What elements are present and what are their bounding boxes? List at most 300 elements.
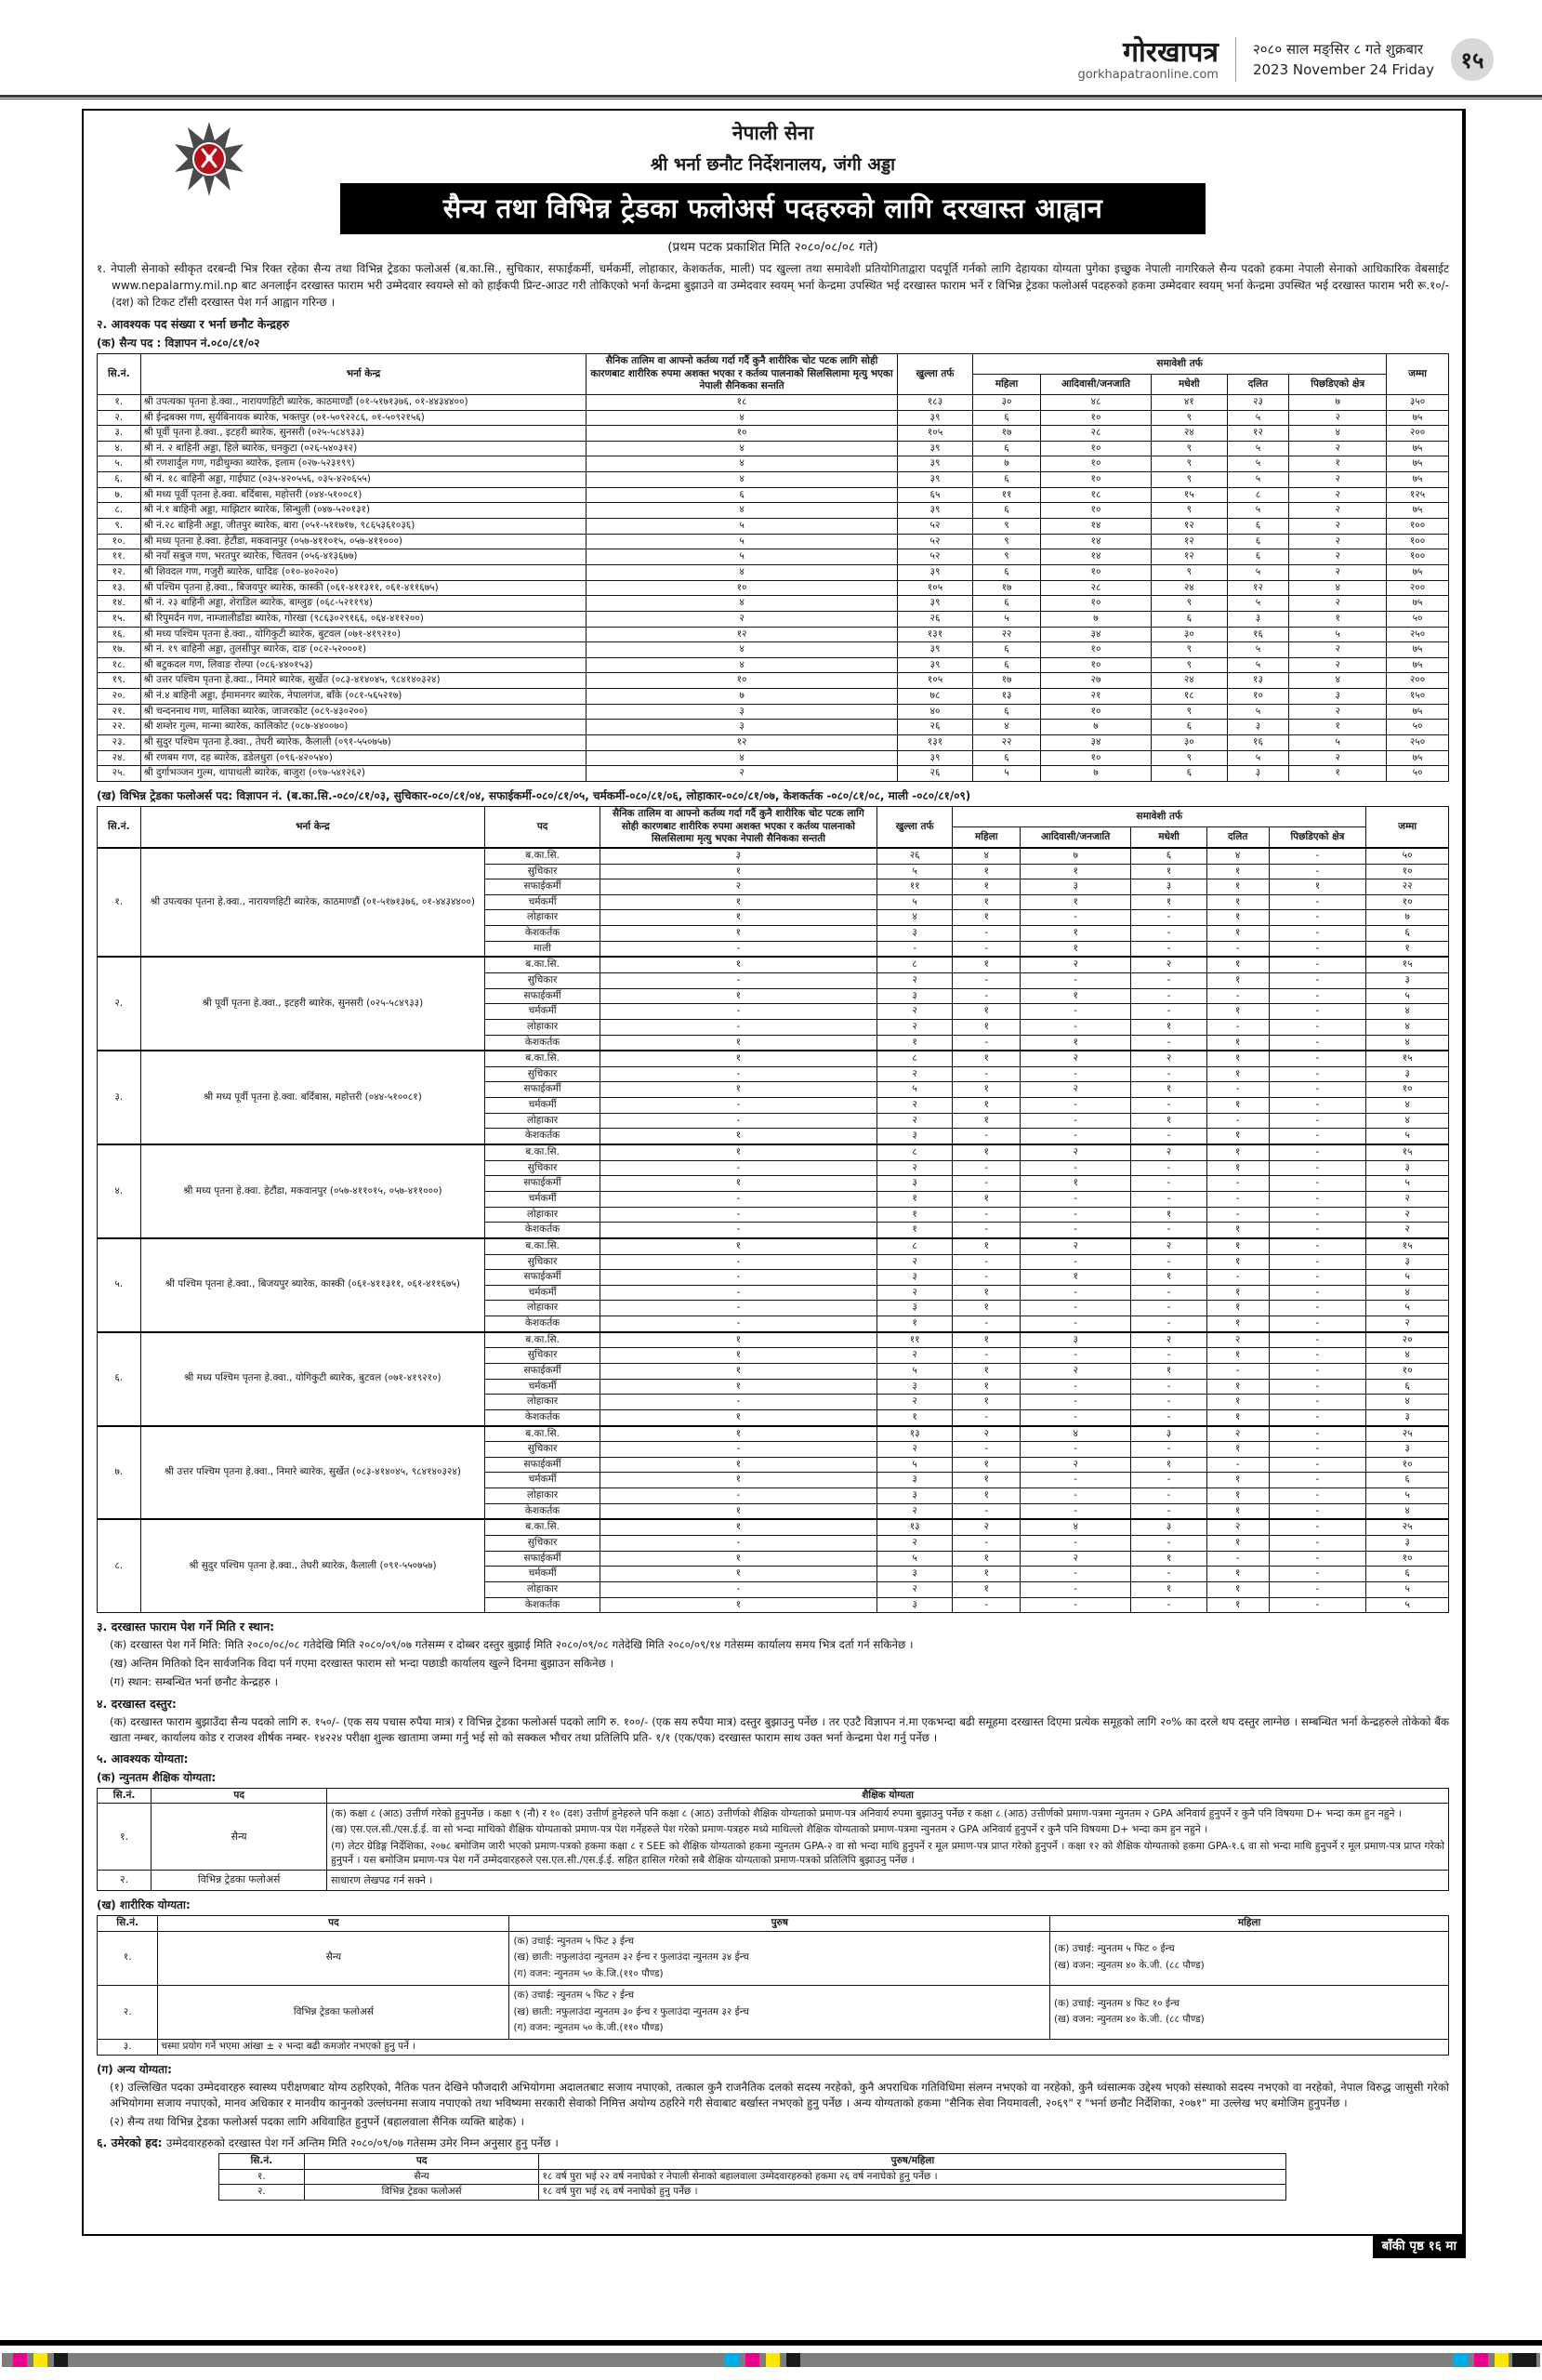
phys-sn: २. — [98, 1985, 158, 2039]
col-backward-region: पिछडिएको क्षेत्र — [1269, 826, 1366, 848]
table-cell: चर्मकर्मी — [485, 1473, 600, 1488]
table-cell: - — [1206, 1113, 1269, 1129]
table-cell: ५ — [1289, 627, 1387, 642]
table-cell: १८३ — [897, 394, 972, 410]
table-cell: २१. — [98, 704, 141, 720]
table-cell: सफाईकर्मी — [485, 879, 600, 895]
table-cell: ६ — [973, 472, 1041, 488]
col-total: जम्मा — [1387, 354, 1449, 395]
table-cell: - — [1269, 1457, 1366, 1473]
phys-male-criteria — [509, 1931, 1050, 1985]
section6-heading — [97, 2135, 1449, 2150]
table-cell: ३ — [1227, 611, 1289, 627]
table-cell: श्री नं. १८ बाहिनी अड्डा, गाईघाट (०३५-४२०५५६, ०३५-४२०६५५) — [140, 472, 586, 488]
table-cell: ५२ — [897, 534, 972, 549]
table-cell: २ — [1131, 1332, 1206, 1348]
table-cell: १० — [1040, 472, 1151, 488]
table-cell: २ — [876, 1285, 952, 1301]
table-cell: २ — [1289, 487, 1387, 503]
table-row — [98, 564, 1449, 580]
table-cell: २ — [1021, 1238, 1131, 1254]
table-cell: १ — [1206, 1035, 1269, 1051]
notice-title-banner: सैन्य तथा विभिन्न ट्रेडका फलोअर्स पदहरुको लागि दरखास्त आह्वान — [340, 183, 1206, 234]
table-cell: १ — [1021, 894, 1131, 910]
table-cell: - — [1021, 1581, 1131, 1597]
table-cell: १ — [953, 1473, 1021, 1488]
table-cell: ६ — [586, 487, 897, 503]
table-cell: - — [1131, 1301, 1206, 1316]
table-cell: १ — [1021, 941, 1131, 957]
followers-table-header — [98, 806, 1449, 847]
table-cell: ५० — [1366, 848, 1449, 864]
table-cell: ५ — [1227, 596, 1289, 612]
table-cell: - — [1269, 1270, 1366, 1286]
table-cell: ९ — [1152, 410, 1227, 426]
table-cell: - — [1131, 1473, 1206, 1488]
table-cell: - — [1131, 1567, 1206, 1582]
table-cell: ९ — [973, 519, 1041, 535]
table-cell: केशकर्तक — [485, 1316, 600, 1332]
table-cell: श्री नयाँ सबुज गण, भरतपुर ब्यारेक, चितवन (०५६-४१३६७७) — [140, 549, 586, 565]
table-cell: २ — [876, 1098, 952, 1114]
table-cell: - — [953, 1066, 1021, 1082]
table-cell: २. — [218, 2185, 304, 2201]
table-cell: २ — [1021, 1457, 1131, 1473]
registration-magenta-swatch — [13, 2353, 27, 2367]
table-cell: २. — [98, 410, 141, 426]
table-cell: १ — [953, 1285, 1021, 1301]
table-cell: १ — [1021, 1035, 1131, 1051]
table-cell: - — [1269, 1051, 1366, 1066]
col-indigenous: आदिवासी/जनजाति — [1021, 826, 1131, 848]
table-cell: - — [1131, 1442, 1206, 1458]
text-line: (ग) वजन: न्युनतम ५० के.जि.(११० पौण्ड) — [513, 1968, 664, 1980]
table-cell: - — [600, 1113, 876, 1129]
table-row — [218, 2169, 1285, 2185]
table-cell: १ — [953, 1395, 1021, 1410]
table-cell: २१ — [1040, 689, 1151, 705]
table-cell: - — [600, 1395, 876, 1410]
table-cell: लोहाकार — [485, 910, 600, 926]
table-cell: २५ — [1366, 1426, 1449, 1442]
table-cell: ६ — [973, 503, 1041, 519]
table-cell: ३ — [1289, 689, 1387, 705]
table-cell: २ — [1289, 534, 1387, 549]
table-cell: २ — [1021, 1082, 1131, 1098]
table-cell: १३१ — [897, 735, 972, 751]
table-cell: ७ — [1289, 394, 1387, 410]
table-cell: ७ — [1366, 910, 1449, 926]
table-cell: - — [1269, 848, 1366, 864]
group-center: श्री मध्य पृतना हे.क्वा. हेटौंडा, मकवानपुर (०५७-४११०१५, ०५७-४११०००) — [140, 1144, 485, 1238]
table-cell: १ — [600, 1519, 876, 1535]
table-cell: २ — [876, 1019, 952, 1035]
table-cell: १२ — [586, 735, 897, 751]
table-cell: ४ — [973, 720, 1041, 735]
table-cell: ६ — [1366, 1379, 1449, 1395]
table-cell: - — [953, 1035, 1021, 1051]
edu-sn: १. — [98, 1804, 152, 1870]
table-cell: ५ — [1366, 1581, 1449, 1597]
table-cell: - — [953, 1254, 1021, 1270]
table-cell: ९ — [1152, 657, 1227, 673]
table-cell: - — [1131, 1395, 1206, 1410]
table-cell: ४ — [1366, 1113, 1449, 1129]
table-cell: लोहाकार — [485, 1019, 600, 1035]
col-open: खुल्ला तर्फ — [876, 806, 952, 847]
table-cell: ६ — [973, 564, 1041, 580]
table-cell: - — [1269, 1551, 1366, 1567]
section6-text: उम्मेदवारहरुको दरखास्त पेश गर्ने अन्तिम मिति २०८०/०९/०७ गतेसम्म उमेर निम्न अनुसार हुनु पर्नेछ । — [165, 2135, 559, 2149]
phys-post: विभिन्न ट्रेडका फलोअर्स — [158, 1985, 509, 2039]
section6-title: ६. उमेरको हद: — [97, 2135, 163, 2149]
table-cell: १ — [1206, 894, 1269, 910]
table-cell: २६ — [876, 848, 952, 864]
table-cell: १२ — [1152, 549, 1227, 565]
table-cell: ६ — [1227, 534, 1289, 549]
table-cell: ५ — [1227, 456, 1289, 472]
table-cell: २८ — [1040, 426, 1151, 442]
table-cell: १ — [600, 1426, 876, 1442]
table-cell: ४ — [586, 456, 897, 472]
table-cell: ५ — [973, 611, 1041, 627]
table-row — [98, 611, 1449, 627]
section4-item: (क) दरखास्त फाराम बुझाउँदा सैन्य पदको लागि रु. १५०/- (एक सय पचास रुपैया मात्र) र विभिन्न ट्रेडका फलोअर्स पदको लागि रु. १००/- (एक सय रुपैया मात्र) दस्तुर बुझाउनु पर्नेछ । तर एउटै विज्ञापन नं.मा एकभन्दा बढी समूहमा दरखास्त दिएमा प्रत्येक समूहको लागि २०% का दरले थप दस्तुर लाग्नेछ । सम्बन्धित भर्ना केन्द्रहरुले तोकेको बैंक खाता नम्बर, कार्यालय कोड र राजश्व शीर्षक नम्बर- १४२२४ परीक्षा शुल्क खातामा जम्मा गर्नु भई सो को सक्कल भौचर तथा प्रतिलिपि प्रति- १/१ (एक/एक) दरखास्त फाराम साथ उक्त भर्ना केन्द्रमा पेश गर्नु पर्नेछ । — [110, 1714, 1449, 1744]
table-cell: १ — [1206, 1144, 1269, 1160]
table-row — [98, 957, 1449, 972]
table-cell: ५२ — [897, 519, 972, 535]
table-cell: १७ — [973, 673, 1041, 689]
table-cell: ६ — [1152, 720, 1227, 735]
table-cell: ब.का.सि. — [485, 1332, 600, 1348]
table-cell: १ — [953, 1113, 1021, 1129]
table-row — [98, 766, 1449, 782]
table-cell: २६ — [897, 611, 972, 627]
table-cell: ७ — [586, 689, 897, 705]
table-cell: २ — [876, 1395, 952, 1410]
table-cell: - — [1131, 1098, 1206, 1114]
table-cell: १९. — [98, 673, 141, 689]
col-sn: सि.नं. — [218, 2153, 304, 2169]
table-cell: ६ — [1366, 1473, 1449, 1488]
table-cell: - — [1269, 988, 1366, 1004]
table-cell: २ — [1366, 1316, 1449, 1332]
table-cell: - — [600, 1442, 876, 1458]
table-cell: २४ — [1152, 426, 1227, 442]
table-cell: ६ — [1131, 848, 1206, 864]
table-cell: १ — [1206, 1098, 1269, 1114]
section2b-label: (ख) विभिन्न ट्रेडका फलोअर्स पद: विज्ञापन नं. (ब.का.सि.-०८०/८१/०३, सुचिकार-०८०/८१/०४, सफाईकर्मी-०८०/८१/०५, चर्मकर्मी-०८०/८१/०६, लोहाकार-०८०/८१/०७, केशकर्तक -०८०/८१/०८, माली -०८०/८१/०९) — [97, 788, 971, 802]
table-cell: २५ — [1366, 1519, 1449, 1535]
col-center: भर्ना केन्द्र — [140, 354, 586, 395]
table-cell: १ — [600, 1567, 876, 1582]
table-cell: ५२ — [897, 549, 972, 565]
table-cell: - — [1269, 1409, 1366, 1425]
table-cell: - — [1206, 1457, 1269, 1473]
table-cell: २६ — [897, 720, 972, 735]
table-cell: २ — [876, 1536, 952, 1552]
table-cell: १ — [1131, 1551, 1206, 1567]
publication-date: (प्रथम पटक प्रकाशित मिति २०८०/०८/०८ गते) — [667, 240, 878, 255]
table-cell: ५ — [1227, 704, 1289, 720]
table-cell: ३ — [876, 988, 952, 1004]
recruitment-notice — [82, 109, 1466, 2254]
table-cell: ५ — [1366, 988, 1449, 1004]
table-cell: २ — [876, 1004, 952, 1020]
section4-heading: ४. दरखास्त दस्तुर: — [97, 1696, 177, 1711]
table-cell: ६. — [98, 472, 141, 488]
table-cell: २२ — [973, 735, 1041, 751]
section2-heading: २. आवश्यक पद संख्या र भर्ना छनौट केन्द्रहरु — [97, 317, 290, 331]
table-cell: विभिन्न ट्रेडका फलोअर्स — [304, 2185, 539, 2201]
table-cell: ब.का.सि. — [485, 1144, 600, 1160]
table-cell: - — [1021, 1129, 1131, 1144]
table-cell: - — [1131, 1160, 1206, 1176]
group-center: श्री उत्तर पश्चिम पृतना हे.क्वा., निमारे ब्यारेक, सुर्खेत (०८३-४१४०४५, ९८४१४०३२४) — [140, 1426, 485, 1520]
table-cell: १ — [600, 1364, 876, 1380]
table-row — [98, 1870, 1449, 1890]
table-cell: ३ — [876, 1473, 952, 1488]
table-cell: १० — [1366, 894, 1449, 910]
print-footer — [0, 2340, 1542, 2367]
table-cell: १ — [953, 1019, 1021, 1035]
table-cell: - — [953, 1223, 1021, 1238]
edu-qualification — [327, 1804, 1449, 1870]
table-cell: १८ — [1040, 487, 1151, 503]
table-cell: १ — [876, 1223, 952, 1238]
table-cell: १० — [1040, 596, 1151, 612]
table-cell: - — [1269, 1098, 1366, 1114]
table-cell: १. — [218, 2169, 304, 2185]
table-cell: १ — [600, 1597, 876, 1613]
table-cell: १ — [1206, 1567, 1269, 1582]
table-cell: - — [1269, 1379, 1366, 1395]
table-cell: ५ — [1366, 1301, 1449, 1316]
table-cell: ५ — [1227, 503, 1289, 519]
table-cell: श्री नं.२८ बाहिनी अड्डा, जीतपुर ब्यारेक, बारा (०५१-५११७१७, ९८६५३६१०३६) — [140, 519, 586, 535]
table-cell: - — [1269, 1144, 1366, 1160]
table-cell: १ — [1206, 879, 1269, 895]
table-cell: १ — [1206, 1442, 1269, 1458]
table-cell: - — [1021, 1066, 1131, 1082]
col-sn: सि.नं. — [98, 1788, 152, 1804]
table-cell: २ — [1206, 1426, 1269, 1442]
table-cell: - — [1206, 1191, 1269, 1207]
table-row — [98, 642, 1449, 658]
table-row — [98, 720, 1449, 735]
table-cell: - — [1021, 1409, 1131, 1425]
paper-website: gorkhapatraonline.com — [1077, 68, 1219, 82]
table-cell: ४ — [586, 441, 897, 456]
table-cell: १०० — [1387, 549, 1449, 565]
paper-name: गोरखापत्र — [1123, 36, 1219, 69]
table-cell: - — [600, 941, 876, 957]
table-cell: ३ — [1131, 1519, 1206, 1535]
table-cell: श्री नं. २ बाहिनी अड्डा, हिले ब्यारेक, धनकुटा (०२६-५४०३१२) — [140, 441, 586, 456]
table-cell: १ — [1131, 1457, 1206, 1473]
table-cell: १ — [1131, 1270, 1206, 1286]
table-cell: - — [1021, 1488, 1131, 1504]
table-row — [98, 394, 1449, 410]
table-cell: १० — [586, 426, 897, 442]
notice-header — [97, 118, 1449, 255]
directorate-name: श्री भर्ना छनौट निर्देशनालय, जंगी अड्डा — [650, 154, 896, 175]
table-cell: ५ — [586, 549, 897, 565]
table-cell: - — [1206, 988, 1269, 1004]
continued-on-page-badge: बाँकी पृष्ठ १६ मा — [1373, 2234, 1466, 2258]
masthead-divider — [1235, 37, 1236, 82]
table-cell: - — [600, 1285, 876, 1301]
table-cell: १ — [1131, 1019, 1206, 1035]
table-row — [98, 456, 1449, 472]
table-cell: - — [953, 1316, 1021, 1332]
table-row — [98, 704, 1449, 720]
table-cell: १ — [953, 1332, 1021, 1348]
group-sn: ४. — [98, 1144, 141, 1238]
table-cell: ४ — [1366, 1285, 1449, 1301]
table-cell: ३४ — [1040, 627, 1151, 642]
table-cell: १ — [1206, 957, 1269, 972]
table-cell: ३ — [1021, 1332, 1131, 1348]
followers-table-body — [98, 848, 1449, 1613]
table-cell: २४. — [98, 750, 141, 766]
table-cell: श्री नं. २३ बाहिनी अड्डा, शेराडिल ब्यारेक, बाग्लुङ (०६८-५२११९४) — [140, 596, 586, 612]
table-cell: ४ — [953, 848, 1021, 864]
table-row — [98, 1931, 1449, 1985]
table-row — [98, 534, 1449, 549]
table-cell: १० — [1040, 441, 1151, 456]
table-cell: श्री पूर्वी पृतना हे.क्वा., इटहरी ब्यारेक, सुनसरी (०२५-५८४९३३) — [140, 426, 586, 442]
table-cell: ३९ — [897, 503, 972, 519]
table-cell: १ — [1206, 1129, 1269, 1144]
table-cell: चर्मकर्मी — [485, 894, 600, 910]
table-cell: २ — [1289, 519, 1387, 535]
table-cell: - — [600, 1004, 876, 1020]
table-cell: २ — [586, 611, 897, 627]
table-cell: ४ — [586, 410, 897, 426]
table-cell: १ — [953, 910, 1021, 926]
table-cell: १ — [953, 1567, 1021, 1582]
table-cell: - — [1021, 1160, 1131, 1176]
table-cell: २ — [1366, 1223, 1449, 1238]
table-cell: २ — [876, 1442, 952, 1458]
table-cell: १ — [953, 1301, 1021, 1316]
table-cell: ३ — [1021, 879, 1131, 895]
table-cell: श्री उपत्यका पृतना हे.क्वा., नारायणहिटी ब्यारेक, काठमाण्डौं (०१-५१७१३७६, ०१-४४३४४००) — [140, 394, 586, 410]
table-cell: ९ — [1152, 596, 1227, 612]
table-cell: २०० — [1387, 673, 1449, 689]
table-cell: - — [1269, 1488, 1366, 1504]
table-cell: ५ — [876, 864, 952, 879]
table-cell: १ — [953, 1488, 1021, 1504]
registration-magenta-swatch — [1474, 2353, 1488, 2367]
table-cell: ३९ — [897, 456, 972, 472]
table-cell: - — [1131, 1004, 1206, 1020]
table-cell: - — [1131, 972, 1206, 988]
table-cell: ६ — [973, 441, 1041, 456]
table-cell: - — [1131, 1488, 1206, 1504]
table-cell: श्री बटुकदल गण, लिवाङ रोल्पा (०८६-४४०१५३) — [140, 657, 586, 673]
table-cell: ७. — [98, 487, 141, 503]
table-cell: चर्मकर्मी — [485, 1004, 600, 1020]
table-cell: - — [600, 972, 876, 988]
table-cell: १ — [1289, 720, 1387, 735]
text-line: (ख) वजन: न्युनतम ४० के.जी. (८८ पौण्ड) — [1054, 1960, 1205, 1972]
table-cell: १६ — [1227, 735, 1289, 751]
table-cell: ९ — [1152, 564, 1227, 580]
table-row — [98, 673, 1449, 689]
table-cell: १ — [1206, 972, 1269, 988]
table-cell: २ — [586, 766, 897, 782]
table-cell: १३१ — [897, 627, 972, 642]
section5-heading: ५. आवश्यक योग्यता: — [97, 1751, 189, 1765]
bottom-rule — [0, 2340, 1542, 2346]
table-cell: ४० — [897, 704, 972, 720]
table-cell: केशकर्तक — [485, 1409, 600, 1425]
table-cell: केशकर्तक — [485, 1129, 600, 1144]
col-indigenous: आदिवासी/जनजाति — [1040, 374, 1151, 394]
table-cell: केशकर्तक — [485, 1503, 600, 1519]
table-cell: ७ — [1040, 720, 1151, 735]
table-cell: ब.का.सि. — [485, 957, 600, 972]
table-cell: ४ — [1366, 1035, 1449, 1051]
text-line: (ख) छाती: नफुलाउंदा न्युनतम ३२ ईन्च र फुलाउंदा न्युनतम ३४ ईन्च — [513, 1951, 749, 1964]
table-cell: केशकर्तक — [485, 1597, 600, 1613]
table-cell: १ — [1206, 1348, 1269, 1364]
col-sn: सि.नं. — [98, 1915, 158, 1931]
table-cell: १ — [1206, 1051, 1269, 1066]
table-cell: १. — [98, 394, 141, 410]
table-cell: २ — [1021, 1144, 1131, 1160]
table-cell: ३ — [876, 1597, 952, 1613]
table-cell: ३९ — [897, 596, 972, 612]
table-cell: लोहाकार — [485, 1301, 600, 1316]
edu-post: विभिन्न ट्रेडका फलोअर्स — [152, 1870, 327, 1890]
table-cell: - — [1269, 1254, 1366, 1270]
col-age-limit: पुरुष/महिला — [539, 2153, 1286, 2169]
table-cell: - — [1131, 1176, 1206, 1192]
table-cell: लोहाकार — [485, 1488, 600, 1504]
table-cell: - — [1269, 910, 1366, 926]
table-cell: १ — [876, 1316, 952, 1332]
col-women: महिला — [973, 374, 1041, 394]
table-cell: श्री रणबम गण, दह ब्यारेक, डडेलधुरा (०९६-४२०५४०) — [140, 750, 586, 766]
table-cell: १ — [600, 1332, 876, 1348]
table-cell: १०० — [1387, 534, 1449, 549]
table-cell: ३. — [98, 426, 141, 442]
table-cell: १० — [1040, 564, 1151, 580]
table-cell: सुचिकार — [485, 1066, 600, 1082]
table-cell: १ — [1289, 611, 1387, 627]
section3-item: (क) दरखास्त पेश गर्ने मिति: मिति २०८०/०८/०८ गतेदेखि मिति २०८०/०९/०७ गतेसम्म र दोब्बर दस्तुर बुझाई मिति २०८०/०९/०८ गतेदेखि मिति २०८०/०९/१४ गतेसम्म कार्यालय समय भित्र दर्ता गर्न सकिनेछ । — [110, 1638, 914, 1652]
col-female: महिला — [1050, 1915, 1449, 1931]
table-cell: - — [1206, 1551, 1269, 1567]
other-qualification-item: (१) उल्लिखित पदका उम्मेदवारहरु स्वास्थ्य परीक्षणबाट योग्य ठहरिएको, नैतिक पतन देखिने फौजदारी अभियोगमा अदालतबाट सजाय नपाएको, तत्काल कुनै राजनैतिक दलको सदस्य नरहेको, कुनै अपराधिक गतिविधिमा संलग्न नभएको वा नरहेको, कुनै ध्वंसात्मक उद्देश्य भएको संस्थाको सदस्य नभएको वा नरहेको, नेपाल विरुद्ध जासुसी गरेको अभियोगमा सजाय नपाएको, मानव अधिकार र मानवीय कानुनको उल्लंघनमा सजाय नपाएको तथा भविष्यमा सरकारी सेवाको निमित्त अयोग्य ठहरिने गरी सेवाबाट बर्खास्त नभएको हुनु पर्नेछ । अन्य योग्यताको हकमा "सैनिक सेवा नियमावली, २०६९" र "भर्ना छनौट निर्देशिका, २०७१" मा उल्लेख भए बमोजिम हुनुपर्नेछ । — [110, 2080, 1449, 2109]
table-cell: १४. — [98, 596, 141, 612]
table-cell: २२ — [973, 627, 1041, 642]
table-cell: सुचिकार — [485, 1536, 600, 1552]
table-cell: १ — [600, 864, 876, 879]
table-cell: १० — [1040, 456, 1151, 472]
table-cell: १ — [600, 1051, 876, 1066]
table-cell: २ — [1289, 642, 1387, 658]
table-cell: २ — [1289, 704, 1387, 720]
table-cell: १४ — [1040, 549, 1151, 565]
table-cell: सफाईकर्मी — [485, 1551, 600, 1567]
table-cell: ६ — [1227, 549, 1289, 565]
table-cell: सफाईकर्मी — [485, 1082, 600, 1098]
table-cell: ७८ — [897, 689, 972, 705]
